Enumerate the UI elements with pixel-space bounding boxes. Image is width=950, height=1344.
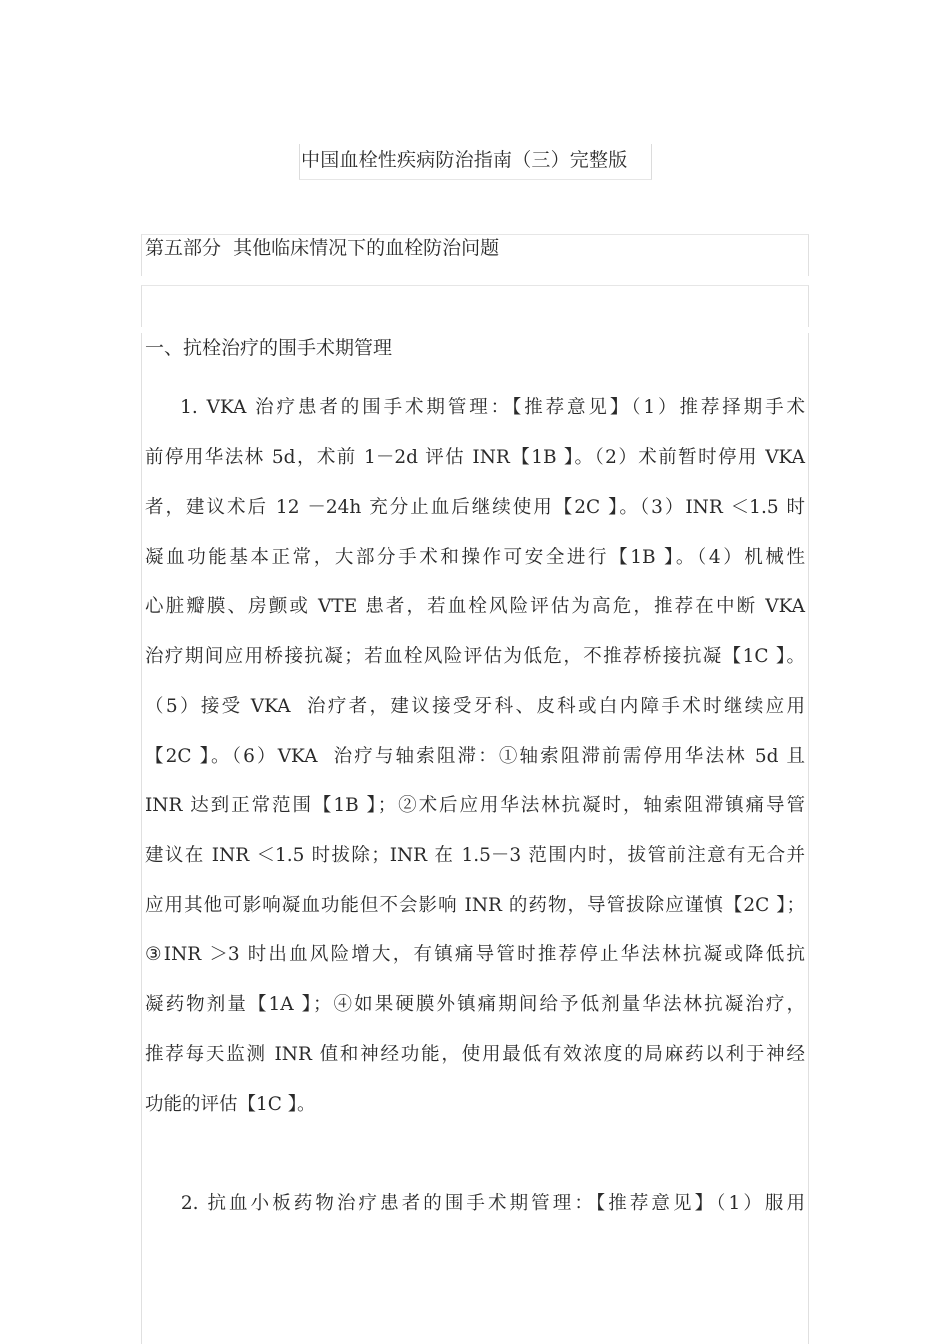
text-line: 【2C 】。（6）VKA 治疗与轴索阻滞：①轴索阻滞前需停用华法林 5d 且 (145, 746, 805, 767)
text-line: （5）接受 VKA 治疗者，建议接受牙科、皮科或白内障手术时继续应用 (145, 696, 805, 717)
text-line: 应用其他可影响凝血功能但不会影响 INR 的药物，导管拔除应谨慎【2C 】； (145, 895, 805, 916)
text-line: 心脏瓣膜、房颤或 VTE 患者，若血栓风险评估为高危，推荐在中断 VKA (145, 596, 805, 617)
text-line: 1. VKA 治疗患者的围手术期管理：【推荐意见】（1）推荐择期手术 (145, 397, 805, 418)
text-line: 者，建议术后 12 －24h 充分止血后继续使用【2C 】。（3）INR ＜1.5 时 (145, 497, 805, 518)
text-line: 功能的评估【1C 】。 (145, 1094, 316, 1115)
text-line: 2. 抗血小板药物治疗患者的围手术期管理：【推荐意见】（1）服用 (145, 1193, 805, 1214)
document-title: 中国血栓性疾病防治指南（三）完整版 (301, 149, 628, 171)
text-line: INR 达到正常范围【1B 】；②术后应用华法林抗凝时，轴索阻滞镇痛导管 (145, 795, 805, 816)
text-line: 推荐每天监测 INR 值和神经功能，使用最低有效浓度的局麻药以利于神经 (145, 1044, 805, 1065)
text-line: 凝药物剂量【1A 】；④如果硬膜外镇痛期间给予低剂量华法林抗凝治疗， (145, 994, 805, 1015)
section-title: 第五部分 其他临床情况下的血栓防治问题 (145, 237, 500, 259)
text-line: 前停用华法林 5d，术前 1－2d 评估 INR【1B 】。（2）术前暂时停用 VKA (145, 447, 805, 468)
text-line: 凝血功能基本正常，大部分手术和操作可安全进行【1B 】。（4）机械性 (145, 547, 805, 568)
empty-table-row (141, 285, 809, 327)
text-line: ③INR ＞3 时出血风险增大，有镇痛导管时推荐停止华法林抗凝或降低抗 (145, 944, 805, 965)
text-line: 建议在 INR ＜1.5 时拔除；INR 在 1.5－3 范围内时，拔管前注意有无合并 (145, 845, 805, 866)
text-line: 治疗期间应用桥接抗凝；若血栓风险评估为低危，不推荐桥接抗凝【1C 】。 (145, 646, 805, 667)
subheading: 一、抗栓治疗的围手术期管理 (145, 337, 393, 359)
